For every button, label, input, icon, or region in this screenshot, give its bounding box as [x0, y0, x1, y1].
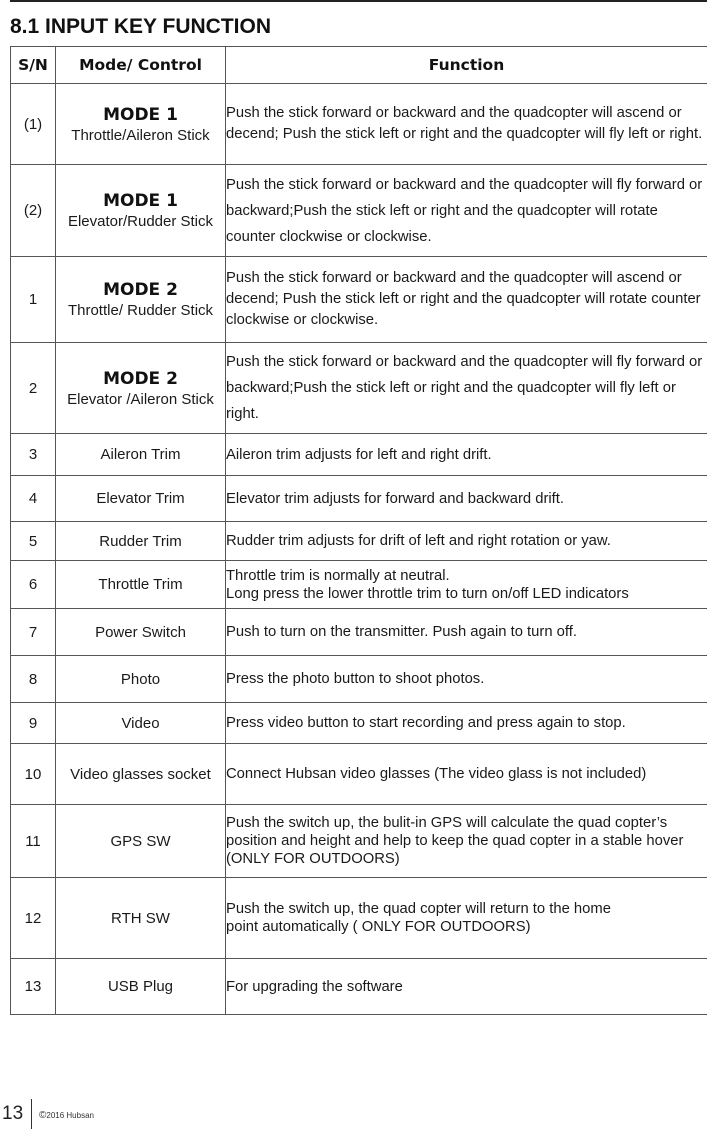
row-control: Photo: [56, 656, 226, 703]
footer-divider: [31, 1099, 32, 1129]
row-mode-control: [56, 257, 226, 343]
table-row: [11, 744, 707, 805]
control-label: Elevator /Aileron Stick: [67, 390, 214, 408]
control-label: Throttle/Aileron Stick: [71, 126, 210, 144]
row-control: RTH SW: [56, 878, 226, 959]
table-row: [11, 878, 707, 959]
row-control: Power Switch: [56, 609, 226, 656]
row-sn: 10: [11, 744, 56, 805]
row-control: Throttle Trim: [56, 561, 226, 609]
section-title: 8.1 INPUT KEY FUNCTION: [10, 15, 271, 38]
row-function: Press video button to start recording and press again to stop.: [226, 703, 707, 744]
row-sn: 3: [11, 434, 56, 476]
row-sn: 6: [11, 561, 56, 609]
page-number: 13: [2, 1103, 24, 1124]
table-row: [11, 609, 707, 656]
row-control: Elevator Trim: [56, 476, 226, 522]
row-mode-control: [56, 165, 226, 257]
row-mode-control: [56, 84, 226, 165]
mode-label: MODE 1: [103, 104, 178, 125]
copyright-text: 2016 Hubsan: [46, 1111, 94, 1120]
table-row: [11, 561, 707, 609]
row-function: Rudder trim adjusts for drift of left and right rotation or yaw.: [226, 522, 707, 561]
row-control: Video: [56, 703, 226, 744]
row-function: Push the switch up, the bulit-in GPS will calculate the quad copter’s position and height and help to keep the quad copter in a stable hover (ONLY FOR OUTDOORS): [226, 805, 707, 878]
row-function: Push the stick forward or backward and the quadcopter will ascend or decend; Push the stick left or right and the quadcopter will rotate counter clockwise or clockwise.: [226, 257, 707, 343]
table-row: [11, 805, 707, 878]
header-mode-control: Mode/ Control: [56, 47, 226, 84]
table-row: [11, 656, 707, 703]
row-function: Elevator trim adjusts for forward and backward drift.: [226, 476, 707, 522]
mode-label: MODE 2: [103, 368, 178, 389]
row-sn: (2): [11, 165, 56, 257]
function-line: Push the switch up, the quad copter will return to the home: [226, 901, 611, 917]
header-sn: S/N: [11, 47, 56, 84]
row-mode-control: [56, 343, 226, 434]
row-sn: 4: [11, 476, 56, 522]
table-row: [11, 343, 707, 434]
header-function: Function: [226, 47, 707, 84]
row-function: [226, 561, 707, 609]
copyright-symbol: ©: [39, 1110, 47, 1121]
row-function: Connect Hubsan video glasses (The video glass is not included): [226, 744, 707, 805]
top-rule: [10, 0, 707, 2]
mode-label: MODE 1: [103, 191, 178, 211]
table-row: [11, 434, 707, 476]
row-control: Aileron Trim: [56, 434, 226, 476]
table-row: [11, 959, 707, 1015]
control-label: Throttle/ Rudder Stick: [67, 302, 214, 319]
table-row: [11, 257, 707, 343]
row-sn: 11: [11, 805, 56, 878]
table-row: [11, 522, 707, 561]
function-line: Long press the lower throttle trim to turn on/off LED indicators: [226, 585, 629, 602]
row-control: USB Plug: [56, 959, 226, 1015]
table-row: [11, 703, 707, 744]
function-line: Throttle trim is normally at neutral.: [226, 567, 450, 584]
row-sn: 13: [11, 959, 56, 1015]
control-label: Elevator/Rudder Stick: [67, 213, 214, 230]
table-row: [11, 476, 707, 522]
row-function: Push the stick forward or backward and the quadcopter will fly forward or backward;Push the stick left or right and the quadcopter will rotate counter clockwise or clockwise.: [226, 165, 707, 257]
row-function: Aileron trim adjusts for left and right drift.: [226, 434, 707, 476]
table-header-row: [11, 47, 707, 84]
input-key-table: [10, 46, 707, 1015]
row-sn: (1): [11, 84, 56, 165]
row-sn: 2: [11, 343, 56, 434]
table-row: [11, 84, 707, 165]
mode-label: MODE 2: [103, 280, 178, 300]
row-sn: 5: [11, 522, 56, 561]
row-control: GPS SW: [56, 805, 226, 878]
row-sn: 9: [11, 703, 56, 744]
row-function: [226, 878, 707, 959]
copyright: [39, 1110, 94, 1121]
row-function: Push to turn on the transmitter. Push again to turn off.: [226, 609, 707, 656]
row-function: Press the photo button to shoot photos.: [226, 656, 707, 703]
row-function: Push the stick forward or backward and the quadcopter will fly forward or backward;Push the stick left or right and the quadcopter will fly left or right.: [226, 343, 707, 434]
row-sn: 12: [11, 878, 56, 959]
row-sn: 8: [11, 656, 56, 703]
row-control: Rudder Trim: [56, 522, 226, 561]
row-function: Push the stick forward or backward and the quadcopter will ascend or decend; Push the stick left or right and the quadcopter will fly left or right.: [226, 84, 707, 165]
function-line: point automatically ( ONLY FOR OUTDOORS): [226, 919, 531, 935]
row-sn: 7: [11, 609, 56, 656]
row-sn: 1: [11, 257, 56, 343]
row-control: Video glasses socket: [56, 744, 226, 805]
row-function: For upgrading the software: [226, 959, 707, 1015]
table-row: [11, 165, 707, 257]
